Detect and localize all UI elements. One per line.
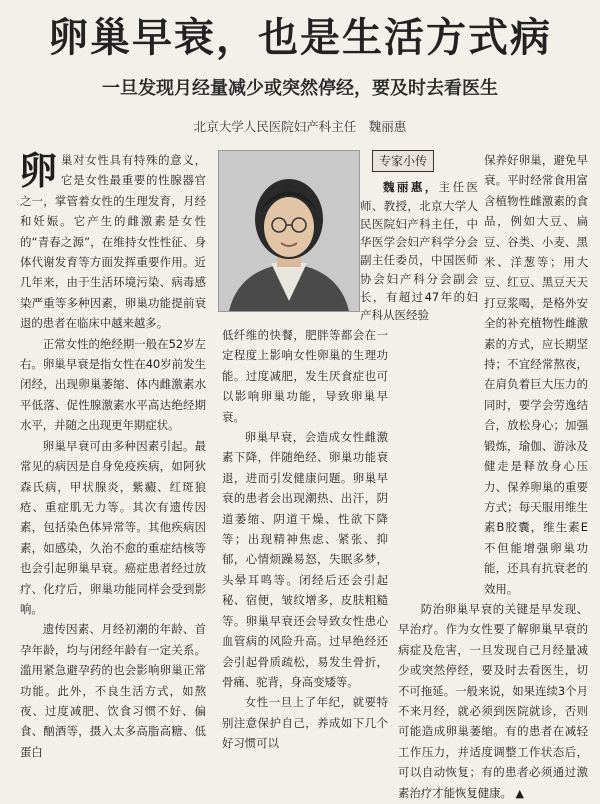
author-byline: 北京大学人民医院妇产科主任 魏丽惠: [193, 119, 407, 134]
subheadline: 一旦发现月经量减少或突然停经，要及时去看医生: [102, 78, 498, 99]
portrait-image: [219, 151, 359, 311]
paragraph: [398, 599, 588, 804]
article-column-3: [398, 150, 588, 804]
expert-box-title: 专家小传: [372, 150, 434, 172]
paragraph-text: 巢对女性具有特殊的意义，它是女性最重要的性腺器官之一，掌管着女性的生理发育，月经和妊娠。它产生的雌激素是女性的“青春之源”，在维持女性性征、身体代谢发育等方面发挥重要作用。近几年来，由于生活环境污染、病毒感染严重等多种因素，卵巢功能提前衰退的患者在临床中越来越多。: [20, 153, 206, 331]
paragraph: [20, 150, 206, 334]
headline: 卵巢早衰，也是生活方式病: [48, 15, 552, 61]
article-column-2: [222, 325, 388, 754]
drop-cap: 卵: [19, 148, 58, 193]
end-mark-icon: ▲: [515, 786, 525, 800]
paragraph: 保养好卵巢，避免早衰。平时经常食用富含植物性雌激素的食品，例如大豆、扁豆、谷类、小麦、黑米、洋葱等；用大豆、红豆、黑豆天天打豆浆喝，是格外安全的补充植物性雌激素的方式，应长期坚持；不宜经常熬夜，在肩负着巨大压力的同时，要学会劳逸结合，放松身心；加强锻炼，瑜伽、游泳及健走是释放身心压力、保养卵巢的重要方式；每天服用维生素B胶囊，维生素E不但能增强卵巢功能，还具有抗衰老的效用。: [484, 153, 588, 596]
expert-name: 魏丽惠，: [383, 180, 439, 195]
paragraph-text: 防治卵巢早衰的关键是早发现、早治疗。作为女性要了解卵巢早衰的病症及危害，一旦发现自己月经量减少或突然停经，要及时去看医生，切不可拖延。一般来说，如果连续3个月不来月经，就必须到医院就诊，否则可能造成卵巢萎缩。有的患者在减轻工作压力，并适度调整工作状态后，可以自动恢复；有的患者必须通过激素治疗才能恢复健康。: [398, 601, 588, 800]
paragraph: 女性一旦上了年纪，就要特别注意保护自己，养成如下几个好习惯可以: [222, 695, 388, 751]
article-column-1: [20, 150, 206, 762]
paragraph: 卵巢早衰可由多种因素引起。最常见的病因是自身免疫疾病，如阿狄森氏病，甲状腺炎，紫癜、红斑狼疮、重症肌无力等。其次有遗传因素，包括染色体异常等。其他疾病因素，如感染，久治不愈的重症结核等也会引起卵巢早衰。癌症患者经过放疗、化疗后，卵巢功能同样会受到影响。: [20, 438, 206, 616]
expert-bio-text: 主任医师、教授，北京大学人民医院妇产科主任，中华医学会妇产科学分会副主任委员，中国医师协会妇产科分会副会长，有超过47年的妇产科从医经验: [360, 180, 479, 323]
doctor-portrait: [218, 150, 360, 312]
paragraph: 遗传因素、月经初潮的年龄、首孕年龄，均与闭经年龄有一定关系。滥用紧急避孕药的也会影响卵巢正常功能。此外，不良生活方式，如熬夜、过度减肥、饮食习惯不好、偏食、酗酒等，摄入太多高脂高糖、低蛋白: [20, 622, 206, 759]
paragraph: 低纤维的快餐，肥胖等都会在一定程度上影响女性卵巢的生理功能。过度减肥，发生厌食症也可以影响卵巢功能，导致卵巢早衰。: [222, 328, 388, 424]
paragraph: 卵巢早衰，会造成女性雌激素下降，伴随绝经、卵巢功能衰退，进而引发健康问题。卵巢早衰的患者会出现潮热、出汗，阴道萎缩、阴道干燥、性欲下降等；出现精神焦虑、紧张、抑郁，心情烦躁易怒，失眠多梦，头晕耳鸣等。闭经后还会引起秘、宿便，皱纹增多，皮肤粗糙等。卵巢早衰还会导致女性患心血管病的风险升高。过早绝经还会引起骨质疏松，易发生骨折，骨痛、驼背，身高变矮等。: [222, 430, 388, 689]
paragraph: 正常女性的绝经期一般在52岁左右。卵巢早衰是指女性在40岁前发生闭经，出现卵巢萎缩、体内雌激素水平低落、促性腺激素水平高达绝经期水平，并随之出现更年期症状。: [20, 336, 206, 433]
